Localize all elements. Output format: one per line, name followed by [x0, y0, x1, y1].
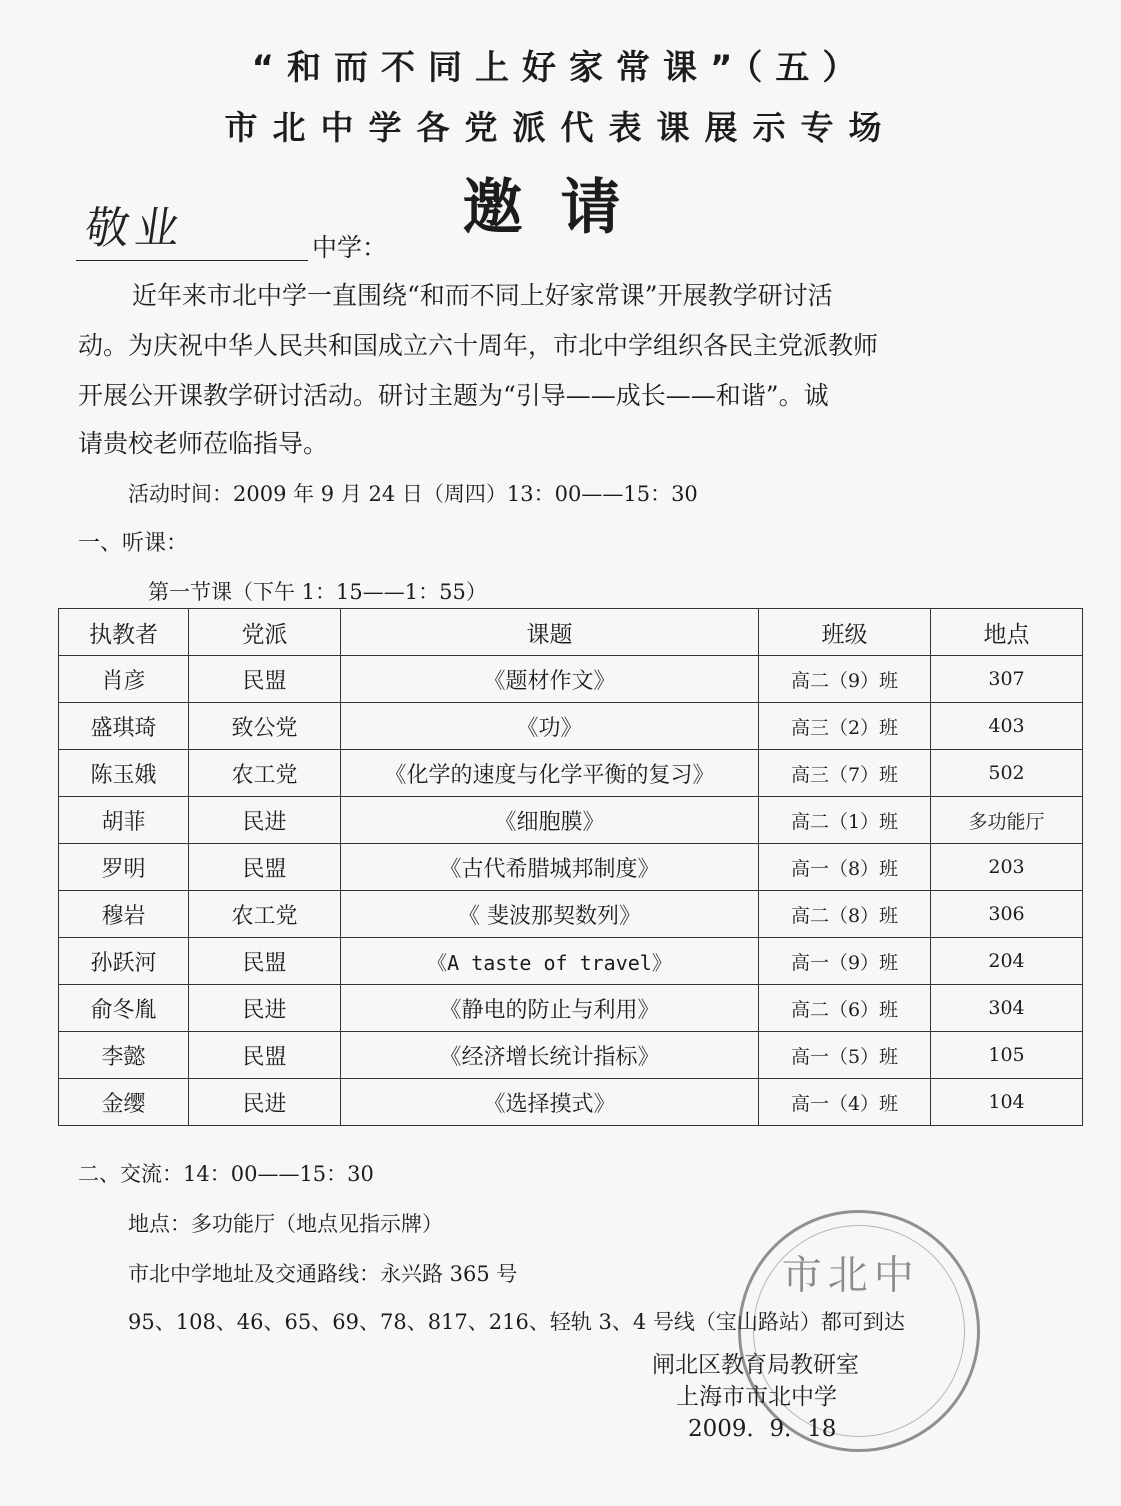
- intro-line-1: 近年来市北中学一直围绕“和而不同上好家常课”开展教学研讨活: [132, 281, 833, 310]
- section-1-heading: 一、听课：: [78, 531, 189, 556]
- room-cell: 104: [931, 1079, 1083, 1126]
- header-teacher: 执教者: [59, 609, 189, 656]
- class-cell: 高三（2）班: [759, 703, 931, 750]
- address-line: 市北中学地址及交通路线：永兴路 365 号: [128, 1262, 518, 1286]
- room-cell: 306: [931, 891, 1083, 938]
- header-party: 党派: [189, 609, 341, 656]
- intro-line-4: 请贵校老师莅临指导。: [78, 429, 329, 458]
- table-row: [59, 844, 1083, 891]
- header-class: 班级: [759, 609, 931, 656]
- class-cell: 高二（8）班: [759, 891, 931, 938]
- activity-time: 活动时间：2009 年 9 月 24 日（周四）13：00——15：30: [128, 482, 698, 506]
- teacher-cell: 肖彦: [59, 656, 189, 703]
- official-seal-text: 市北中: [781, 1252, 920, 1299]
- class-cell: 高一（9）班: [759, 938, 931, 985]
- table-row: [59, 1079, 1083, 1126]
- table-row: [59, 985, 1083, 1032]
- room-cell: 204: [931, 938, 1083, 985]
- location-line: 地点：多功能厅（地点见指示牌）: [128, 1212, 443, 1236]
- intro-line-2: 动。为庆祝中华人民共和国成立六十周年，市北中学组织各民主党派教师: [78, 331, 879, 360]
- teacher-cell: 穆岩: [59, 891, 189, 938]
- transit-line: 95、108、46、65、69、78、817、216、轻轨 3、4 号线（宝山路站）都可到达: [128, 1310, 905, 1334]
- header-topic: 课题: [341, 609, 759, 656]
- party-cell: 农工党: [189, 750, 341, 797]
- class-cell: 高一（5）班: [759, 1032, 931, 1079]
- room-cell: 105: [931, 1032, 1083, 1079]
- teacher-cell: 罗明: [59, 844, 189, 891]
- topic-cell: 《 斐波那契数列》: [341, 891, 759, 938]
- room-cell: 403: [931, 703, 1083, 750]
- class-cell: 高二（1）班: [759, 797, 931, 844]
- class-cell: 高三（7）班: [759, 750, 931, 797]
- addressee-line: [76, 190, 308, 261]
- title-line-1: “和而不同上好家常课”（五）: [251, 48, 870, 88]
- teacher-cell: 盛琪琦: [59, 703, 189, 750]
- section-2-heading: 二、交流：14：00——15：30: [78, 1162, 374, 1186]
- party-cell: 民盟: [189, 1032, 341, 1079]
- party-cell: 民盟: [189, 656, 341, 703]
- topic-cell: 《题材作文》: [341, 656, 759, 703]
- teacher-cell: 孙跃河: [59, 938, 189, 985]
- party-cell: 民进: [189, 797, 341, 844]
- handwritten-addressee: 敬业: [81, 203, 189, 254]
- table-row: [59, 703, 1083, 750]
- room-cell: 304: [931, 985, 1083, 1032]
- topic-cell: 《静电的防止与利用》: [341, 985, 759, 1032]
- intro-line-3: 开展公开课教学研讨活动。研讨主题为“引导——成长——和谐”。诚: [78, 381, 829, 410]
- party-cell: 民进: [189, 1079, 341, 1126]
- topic-cell: 《A taste of travel》: [341, 938, 759, 985]
- schedule-table: [58, 608, 1083, 1126]
- table-header-row: [59, 609, 1083, 656]
- issuer-school: 上海市市北中学: [676, 1384, 837, 1410]
- table-row: [59, 797, 1083, 844]
- party-cell: 民进: [189, 985, 341, 1032]
- teacher-cell: 胡菲: [59, 797, 189, 844]
- addressee-suffix: 中学：: [312, 233, 388, 262]
- party-cell: 民盟: [189, 938, 341, 985]
- topic-cell: 《细胞膜》: [341, 797, 759, 844]
- room-cell: 307: [931, 656, 1083, 703]
- issue-date: 2009．9．18: [688, 1416, 837, 1442]
- header-room: 地点: [931, 609, 1083, 656]
- topic-cell: 《经济增长统计指标》: [341, 1032, 759, 1079]
- table-row: [59, 1032, 1083, 1079]
- teacher-cell: 李懿: [59, 1032, 189, 1079]
- teacher-cell: 陈玉娥: [59, 750, 189, 797]
- topic-cell: 《古代希腊城邦制度》: [341, 844, 759, 891]
- document-heading: 邀请: [462, 173, 659, 243]
- room-cell: 203: [931, 844, 1083, 891]
- table-row: [59, 938, 1083, 985]
- issuer-department: 闸北区教育局教研室: [652, 1352, 859, 1378]
- teacher-cell: 金缨: [59, 1079, 189, 1126]
- table-row: [59, 656, 1083, 703]
- party-cell: 致公党: [189, 703, 341, 750]
- table-row: [59, 750, 1083, 797]
- party-cell: 民盟: [189, 844, 341, 891]
- class-cell: 高二（9）班: [759, 656, 931, 703]
- topic-cell: 《选择摸式》: [341, 1079, 759, 1126]
- topic-cell: 《功》: [341, 703, 759, 750]
- room-cell: 多功能厅: [931, 797, 1083, 844]
- class-cell: 高一（8）班: [759, 844, 931, 891]
- title-line-2: 市北中学各党派代表课展示专场: [224, 108, 897, 147]
- topic-cell: 《化学的速度与化学平衡的复习》: [341, 750, 759, 797]
- room-cell: 502: [931, 750, 1083, 797]
- class-cell: 高二（6）班: [759, 985, 931, 1032]
- table-row: [59, 891, 1083, 938]
- class-cell: 高一（4）班: [759, 1079, 931, 1126]
- session-title: 第一节课（下午 1：15——1：55）: [148, 580, 487, 604]
- party-cell: 农工党: [189, 891, 341, 938]
- teacher-cell: 俞冬胤: [59, 985, 189, 1032]
